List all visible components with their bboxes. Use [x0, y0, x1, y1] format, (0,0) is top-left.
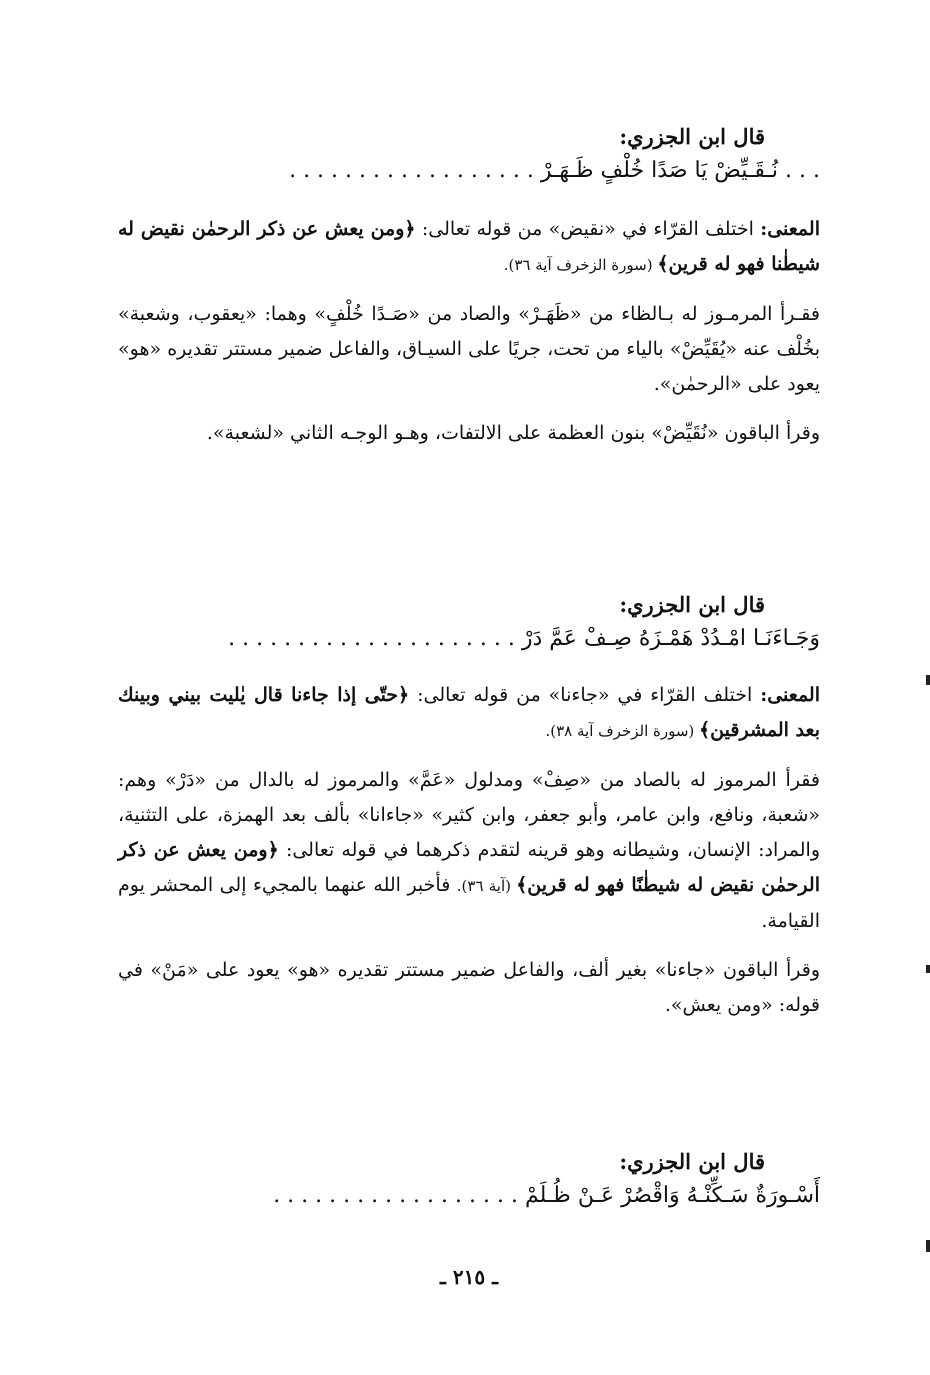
verse-reference: (آية ٣٦).: [456, 877, 517, 895]
paragraph: [118, 212, 820, 283]
paragraph-lead: المعنى:: [760, 684, 821, 706]
paragraph: [118, 678, 820, 749]
paragraph-text: فقرأ المرموز له بالصاد من «صِفْ» ومدلول «عَمَّ» والمرموز له بالدال من «دَرْ» وهم: «شعبة، ونافع، وابن عامر، وأبو جعفر، وابن كثير» «جاءانا» بألف بعد الهمزة، على التثنية، والمراد: الإنسان، وشيطانه وهو قرينه لتقدم ذكرهما في قوله تعالى:: [118, 769, 821, 861]
verse-reference: (سورة الزخرف آية ٣٨).: [545, 722, 700, 740]
paragraph: [118, 763, 820, 939]
quran-quote: ﴿ومن يعش عن ذكر الرحمٰن نقيض له شيطٰنا فهو له قرين﴾: [118, 218, 820, 275]
poem-verse: أَسْـورَةٌ سَـكِّنْـهُ وَاقْصُرْ عَـنْ ظُـلَمْ . . . . . . . . . . . . . . . . . .: [273, 1183, 820, 1208]
quran-quote: ﴿ومن يعش عن ذكر الرحمٰن نقيض له شيطٰنًا فهو له قرين﴾: [118, 839, 820, 896]
paragraph-text: اختلف القرّاء في «جاءنا» من قوله تعالى:: [409, 684, 761, 706]
scan-edge-mark: [926, 965, 930, 973]
paragraph-text: وقرأ الباقون «جاءنا» بغير ألف، والفاعل ضمير مستتر تقديره «هو» يعود على «مَنْ» في قوله: «ومن يعش».: [118, 959, 820, 1016]
paragraph-text: وقرأ الباقون «نُقَيِّضْ» بنون العظمة على الالتفات، وهـو الوجـه الثاني «لشعبة».: [206, 422, 820, 444]
paragraph: [118, 416, 820, 451]
quran-quote: ﴿حتّى إذا جاءنا قال يٰليت بيني وبينك بعد المشرقين﴾: [118, 684, 820, 741]
paragraph-text: اختلف القرّاء في «نقيض» من قوله تعالى:: [415, 218, 761, 240]
scan-edge-mark: [926, 1240, 930, 1252]
paragraph-tail: فأخبر الله عنهما بالمجيء إلى المحشر يوم القيامة.: [118, 874, 820, 932]
section-2: [118, 590, 820, 1037]
section-1: [118, 122, 820, 465]
paragraph: [118, 297, 820, 402]
paragraph-lead: المعنى:: [760, 218, 820, 240]
page-number: ـ ٢١٥ ـ: [440, 1265, 498, 1289]
book-page: [118, 0, 820, 1375]
paragraph: [118, 953, 820, 1023]
verse-reference: (سورة الزخرف آية ٣٦).: [503, 256, 658, 274]
scan-edge-mark: [926, 675, 930, 685]
section-3: [118, 1147, 820, 1215]
section-heading: قال ابن الجزري:: [619, 592, 765, 617]
section-heading: قال ابن الجزري:: [619, 1149, 765, 1174]
paragraph-text: فقـرأ المرمـوز له بـالظاء من «ظَهَـرْ» والصاد من «صَـدًا خُلْفٍ» وهما: «يعقوب، وشعبة» بخُلْف عنه «يُقَيِّضْ» بالياء من تحت، جريًا على السيـاق، والفاعل ضمير مستتر تقديره «هو» يعود على «الرحمٰن».: [118, 303, 820, 395]
poem-verse: . . . نُـقَـيِّضْ يَا صَدًا خُلْفٍ ظَـهَـرْ . . . . . . . . . . . . . . . . . .: [289, 158, 820, 183]
section-heading: قال ابن الجزري:: [619, 124, 765, 149]
poem-verse: وَجَـاءَنَـا امْـدُدْ هَمْـزَهُ صِـفْ عَمَّ دَرْ . . . . . . . . . . . . . . . . . . . . .: [228, 626, 820, 651]
